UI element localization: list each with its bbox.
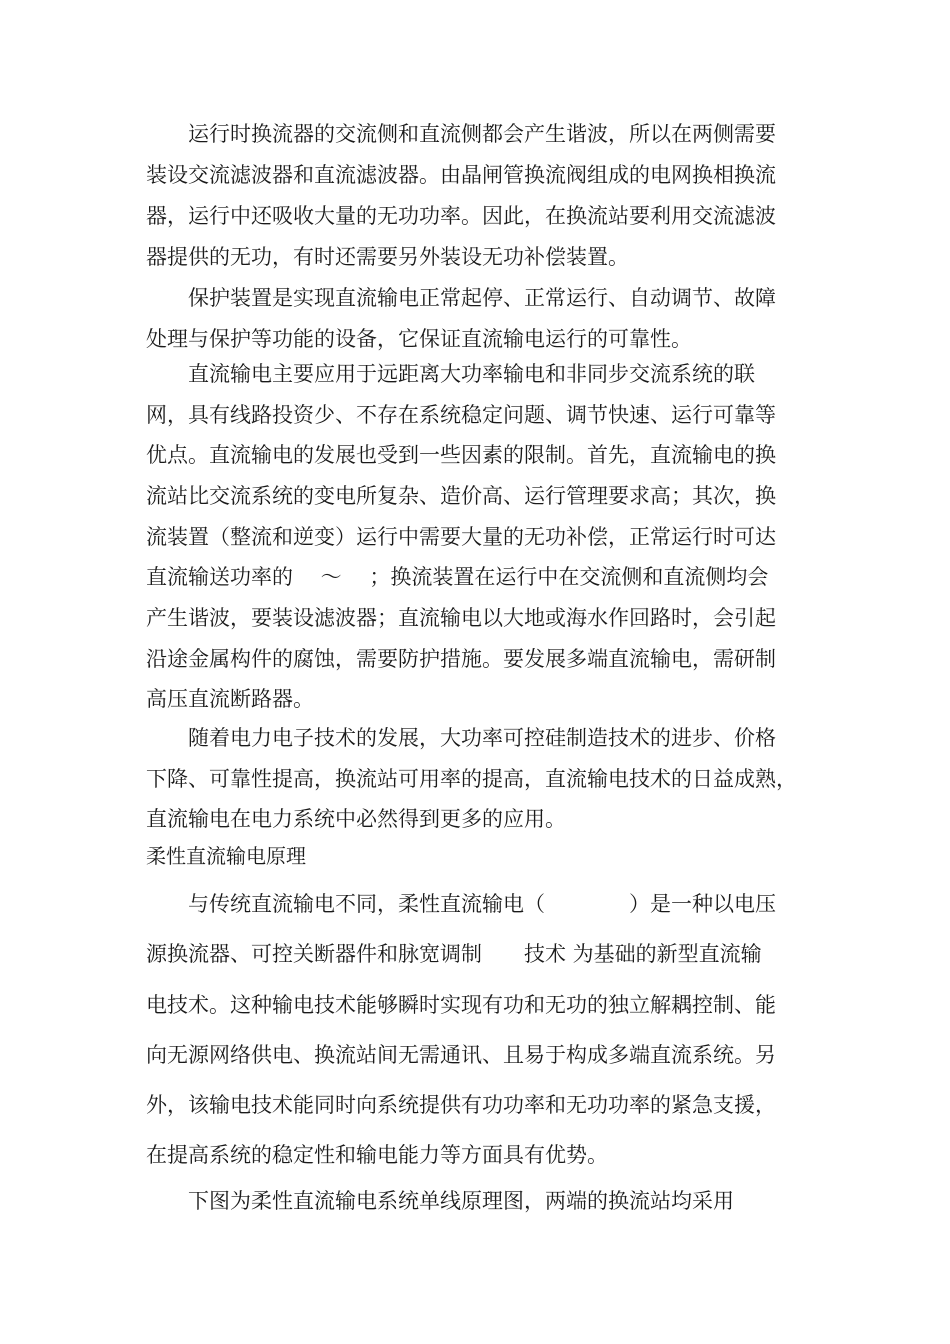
- paragraph-4-line-1: 随着电力电子技术的发展，大功率可控硅制造技术的进步、价格: [146, 726, 776, 750]
- paragraph-2-line-2: 处理与保护等功能的设备，它保证直流输电运行的可靠性。: [146, 327, 692, 351]
- section-paragraph-1-line-2: 源换流器、可控关断器件和脉宽调制 技术 为基础的新型直流输: [146, 942, 762, 966]
- paragraph-3-line-7: 产生谐波，要装设滤波器；直流输电以大地或海水作回路时，会引起: [146, 606, 776, 630]
- paragraph-3-line-1: 直流输电主要应用于远距离大功率输电和非同步交流系统的联: [146, 362, 755, 386]
- section-paragraph-2-line-1: 下图为柔性直流输电系统单线原理图，两端的换流站均采用: [146, 1189, 734, 1213]
- paragraph-4-line-3: 直流输电在电力系统中必然得到更多的应用。: [146, 807, 566, 831]
- paragraph-4-line-2: 下降、可靠性提高，换流站可用率的提高，直流输电技术的日益成熟，: [146, 767, 797, 791]
- section-paragraph-1-line-4: 向无源网络供电、换流站间无需通讯、且易于构成多端直流系统。另: [146, 1043, 776, 1067]
- paragraph-2-line-1: 保护装置是实现直流输电正常起停、正常运行、自动调节、故障: [146, 286, 776, 310]
- paragraph-1-line-1: 运行时换流器的交流侧和直流侧都会产生谐波，所以在两侧需要: [146, 122, 776, 146]
- paragraph-3-line-9: 高压直流断路器。: [146, 687, 314, 711]
- paragraph-3-line-4: 流站比交流系统的变电所复杂、造价高、运行管理要求高；其次，换: [146, 484, 776, 508]
- paragraph-3-line-5: 流装置（整流和逆变）运行中需要大量的无功补偿，正常运行时可达: [146, 525, 776, 549]
- section-heading: 柔性直流输电原理: [146, 844, 306, 868]
- section-paragraph-1-line-6: 在提高系统的稳定性和输电能力等方面具有优势。: [146, 1143, 608, 1167]
- paragraph-1-line-4: 器提供的无功，有时还需要另外装设无功补偿装置。: [146, 245, 629, 269]
- paragraph-1-line-2: 装设交流滤波器和直流滤波器。由晶闸管换流阀组成的电网换相换流: [146, 163, 776, 187]
- paragraph-3-line-2: 网，具有线路投资少、不存在系统稳定问题、调节快速、运行可靠等: [146, 403, 776, 427]
- paragraph-1-line-3: 器，运行中还吸收大量的无功功率。因此，在换流站要利用交流滤波: [146, 204, 776, 228]
- section-paragraph-1-line-3: 电技术。这种输电技术能够瞬时实现有功和无功的独立解耦控制、能: [146, 993, 776, 1017]
- paragraph-3-line-6: 直流输送功率的 ～ ；换流装置在运行中在交流侧和直流侧均会: [146, 565, 769, 589]
- section-paragraph-1-line-1: 与传统直流输电不同，柔性直流输电（ ）是一种以电压: [146, 892, 776, 916]
- paragraph-3-line-3: 优点。直流输电的发展也受到一些因素的限制。首先，直流输电的换: [146, 443, 776, 467]
- section-paragraph-1-line-5: 外，该输电技术能同时向系统提供有功功率和无功功率的紧急支援，: [146, 1093, 776, 1117]
- paragraph-3-line-8: 沿途金属构件的腐蚀，需要防护措施。要发展多端直流输电，需研制: [146, 647, 776, 671]
